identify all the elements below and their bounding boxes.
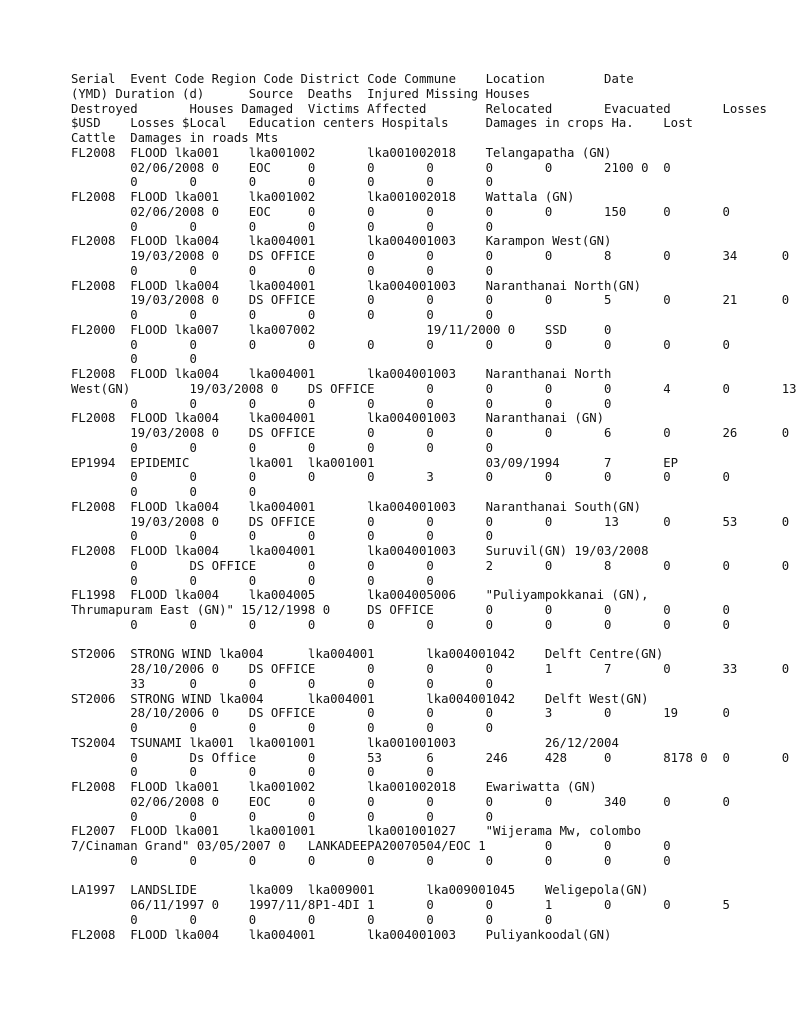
tab-delimited-disaster-records: Serial Event Code Region Code District Code Commune Location Date (YMD) Duration (d) Source Deaths Injured Missing Houses Destroyed Houses Damaged Victims Affected Relocated Evacuated Losses $USD Losses $Local Education centers Hospitals Damages in crops Ha. Lost Cattle Damages in roads Mts FL2008 FLOOD lka001 lka001002 lka001002018 Telangapatha (GN) 02/06/2008 0 EOC 0 0 0 0 0 2100 0 0 0 0 0 0 0 0 0 FL2008 FLOOD lka001 lka001002 lka001002018 Wattala (GN) 02/06/2008 0 EOC 0 0 0 0 0 150 0 0 0 0 0 0 0 0 0 FL2008 FLOOD lka004 lka004001 lka004001003 Karampon West(GN) 19/03/2008 0 DS OFFICE 0 0 0 0 8 0 34 0 0 0 0 0 0 0 0 FL2008 FLOOD lka004 lka004001 lka004001003 Naranthanai North(GN) 19/03/2008 0 DS OFFICE 0 0 0 0 5 0 21 0 0 0 0 0 0 0 0 FL2000 FLOOD lka007 lka007002 19/11/2000 0 SSD 0 0 0 0 0 0 0 0 0 0 0 0 0 0 FL2008 FLOOD lka004 lka004001 lka004001003 Naranthanai North West(GN) 19/03/2008 0 DS OFFICE 0 0 0 0 4 0 13 0 0 0 0 0 0 0 0 0 FL2008 FLOOD lka004 lka004001 lka004001003 Naranthanai (GN) 19/03/2008 0 DS OFFICE 0 0 0 0 6 0 26 0 0 0 0 0 0 0 0 EP1994 EPIDEMIC lka001 lka001001 03/09/1994 7 EP 0 0 0 0 0 3 0 0 0 0 0 0 0 0 FL2008 FLOOD lka004 lka004001 lka004001003 Naranthanai South(GN) 19/03/2008 0 DS OFFICE 0 0 0 0 13 0 53 0 0 0 0 0 0 0 0 FL2008 FLOOD lka004 lka004001 lka004001003 Suruvil(GN) 19/03/2008 0 DS OFFICE 0 0 0 2 0 8 0 0 0 0 0 0 0 0 0 FL1998 FLOOD lka004 lka004005 lka004005006 "Puliyampokkanai (GN), Thrumapuram East (GN)" 15/12/1998 0 DS OFFICE 0 0 0 0 0 0 0 0 0 0 0 0 0 0 0 0 ST2006 STRONG WIND lka004 lka004001 lka004001042 Delft Centre(GN) 28/10/2006 0 DS OFFICE 0 0 0 1 7 0 33 0 33 0 0 0 0 0 0 ST2006 STRONG WIND lka004 lka004001 lka004001042 Delft West(GN) 28/10/2006 0 DS OFFICE 0 0 0 3 0 19 0 0 0 0 0 0 0 0 TS2004 TSUNAMI lka001 lka001001 lka001001003 26/12/2004 0 Ds Office 0 53 6 246 428 0 8178 0 0 0 0 0 0 0 0 0 FL2008 FLOOD lka001 lka001002 lka001002018 Ewariwatta (GN) 02/06/2008 0 EOC 0 0 0 0 0 340 0 0 0 0 0 0 0 0 0 FL2007 FLOOD lka001 lka001001 lka001001027 "Wijerama Mw, colombo 7/Cinaman Grand" 03/05/2007 0 LANKADEEPA20070504/EOC 1 0 0 0 0 0 0 0 0 0 0 0 0 0 LA1997 LANDSLIDE lka009 lka009001 lka009001045 Weligepola(GN) 06/11/1997 0 1997/11/8P1-4DI 1 0 0 1 0 0 5 0 0 0 0 0 0 0 0 FL2008 FLOOD lka004 lka004001 lka004001003 Puliyankoodal(GN): [71, 72, 797, 942]
